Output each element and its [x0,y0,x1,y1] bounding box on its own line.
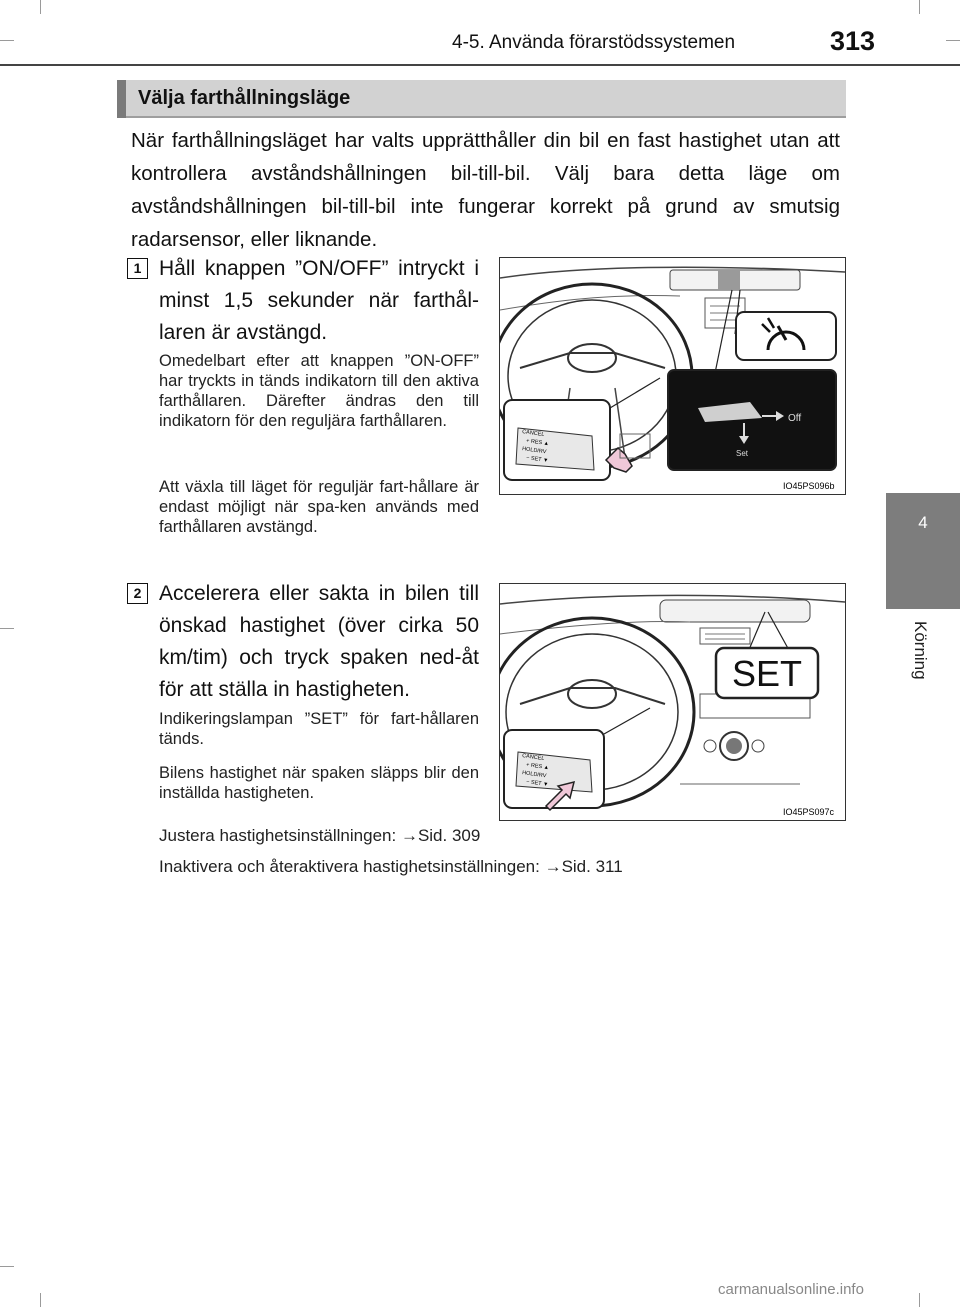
figure-2-set-indicator: SET [731,653,803,694]
watermark: carmanualsonline.info [718,1281,864,1298]
crop-mark [919,1293,920,1307]
figure-1-code: IO45PS096b [783,481,835,491]
figure-2-code: IO45PS097c [783,807,835,817]
arrow-right-icon: → [400,826,418,845]
figure-2-stalk-label: − SET ▼ [525,779,549,789]
chapter-number: 4 [918,513,928,532]
adjustment-2-text: Inaktivera och återaktivera hastighetsinställningen: [159,857,545,876]
section-title: Välja farthållningsläge [138,87,351,109]
step-number-1: 1 [127,258,148,279]
figure-1-illustration [500,258,845,494]
figure-1-stalk-label: + RES ▲ [525,438,550,448]
chapter-label: Körning [911,621,930,680]
crop-mark [0,1266,14,1267]
adjustment-1-ref[interactable]: Sid. 309 [417,826,481,845]
figure-1-stalk-label: − SET ▼ [525,455,549,465]
chapter-label-area [886,609,960,739]
section-heading-accent [117,80,126,118]
figure-2-illustration [500,584,845,820]
figure-1-set-label: Set [736,449,749,458]
adjustment-1-text: Justera hastighetsinställningen: [159,826,401,845]
step-1-note-1: Omedelbart efter att knappen ”ON-OFF” har tryckts in tänds indikatorn till den aktiva farthållaren. Därefter ändras den till indikatorn för den reguljära farthållaren. [159,352,479,430]
arrow-right-icon: → [544,857,562,876]
figure-1-stalk-label: HOLD/RV [521,446,547,456]
adjustment-line-1 [159,825,480,847]
header-section-title: 4-5. Använda förarstödssystemen [452,32,736,53]
crop-mark [0,628,14,629]
figure-step-2 [499,583,846,821]
page-header [0,0,960,66]
display-highlight [718,270,740,290]
step-number-2: 2 [127,583,148,604]
step-2-note-1: Indikeringslampan ”SET” för fart-hållaren tänds. [159,710,479,748]
crop-mark [40,1293,41,1307]
figure-1-off-label: Off [788,413,802,424]
figure-step-1 [499,257,846,495]
step-1-note-2: Att växla till läget för reguljär fart-hållare är endast möjligt när spa-ken används med farthållaren avstängd. [159,478,479,536]
step-2-text: Accelerera eller sakta in bilen till önskad hastighet (över cirka 50 km/tim) och tryck spaken ned-åt för att ställa in hastigheten. [159,582,479,701]
figure-2-stalk-label: + RES ▲ [525,762,550,772]
step-2-note-2: Bilens hastighet när spaken släpps blir den inställda hastigheten. [159,764,479,802]
section-heading-bar [117,80,846,118]
figure-2-stalk-label: HOLD/RV [521,770,547,780]
header-rule [0,64,960,66]
figure-2-stalk-label: CANCEL [521,753,545,763]
page-number: 313 [830,26,876,56]
chapter-tab [886,493,960,609]
step-1-text: Håll knappen ”ON/OFF” intryckt i minst 1,5 sekunder när farthål-laren är avstängd. [159,257,479,344]
figure-1-stalk-label: CANCEL [521,429,545,439]
adjustment-line-2 [159,856,623,878]
adjustment-2-ref[interactable]: Sid. 311 [561,857,623,876]
intro-paragraph: När farthållningsläget har valts upprätthåller din bil en fast hastighet utan att kontrollera avståndshållningen bil-till-bil. Välj bara detta läge om avståndshållningen bil-till-bil inte fungerar korrekt på grund av smutsig radarsensor, eller liknande. [131,129,840,251]
